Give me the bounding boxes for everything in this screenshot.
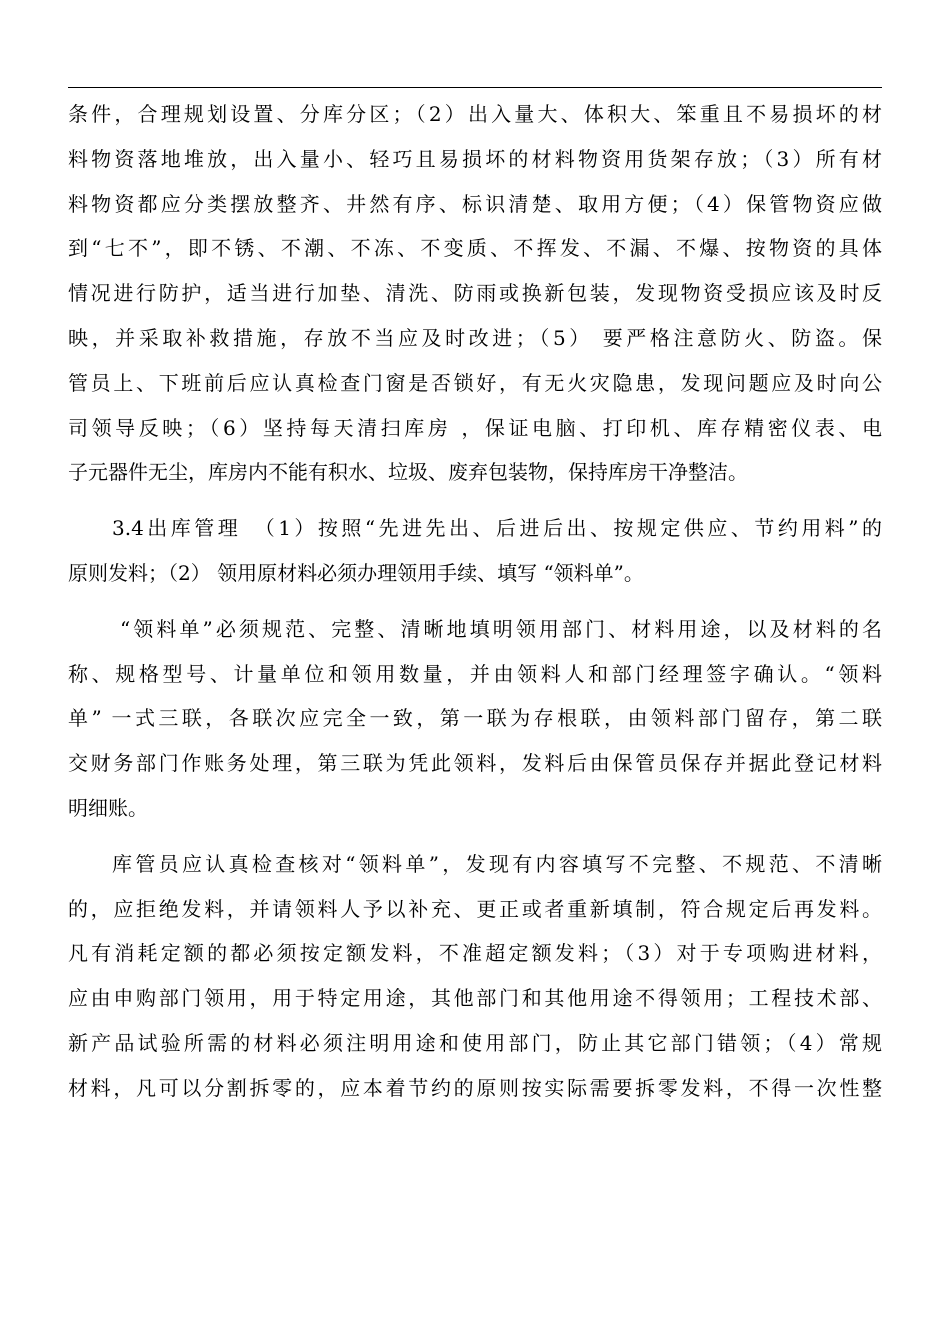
paragraph-keeper-check — [68, 842, 882, 1111]
header-rule — [68, 87, 882, 88]
text-line: 料物资都应分类摆放整齐、井然有序、标识清楚、取用方便；（4）保管物资应做 — [68, 191, 882, 216]
paragraph-requisition-form — [68, 607, 882, 831]
text-line: 凡有消耗定额的都必须按定额发料，不准超定额发料；（3）对于专项购进材料， — [68, 941, 882, 966]
text-line: 子元器件无尘，库房内不能有积水、垃圾、废弃包装物，保持库房干净整洁。 — [68, 460, 748, 485]
paragraph-storage-rules — [68, 92, 882, 495]
text-line: 新产品试验所需的材料必须注明用途和使用部门，防止其它部门错领；（4）常规 — [68, 1030, 882, 1055]
text-line: 条件，合理规划设置、分库分区；（2）出入量大、体积大、笨重且不易损坏的材 — [68, 102, 882, 126]
text-line: “领料单”必须规范、完整、清晰地填明领用部门、材料用途，以及材料的名 — [120, 616, 882, 641]
text-line: 料物资落地堆放，出入量小、轻巧且易损坏的材料物资用货架存放；（3）所有材 — [68, 146, 882, 171]
text-line: 原则发料；（2） 领用原材料必须办理领用手续、填写 “领料单”。 — [68, 560, 644, 585]
text-line: 交财务部门作账务处理，第三联为凭此领料，发料后由保管员保存并据此登记材料 — [68, 751, 882, 776]
text-line: 情况进行防护，适当进行加垫、清洗、防雨或换新包装，发现物资受损应该及时反 — [68, 281, 882, 306]
text-line: 映，并采取补救措施，存放不当应及时改进；（5） 要严格注意防火、防盗。保 — [68, 325, 882, 350]
body-text — [68, 92, 882, 1111]
text-line: 管员上、下班前后应认真检查门窗是否锁好，有无火灾隐患，发现问题应及时向公 — [68, 370, 882, 395]
text-line: 明细账。 — [68, 795, 148, 820]
text-line: 库管员应认真检查核对“领料单”，发现有内容填写不完整、不规范、不清晰 — [112, 851, 882, 876]
text-line: 到“七不”，即不锈、不潮、不冻、不变质、不挥发、不漏、不爆、按物资的具体 — [68, 236, 882, 261]
text-line: 应由申购部门领用，用于特定用途，其他部门和其他用途不得领用；工程技术部、 — [68, 986, 882, 1011]
text-line: 材料，凡可以分割拆零的，应本着节约的原则按实际需要拆零发料，不得一次性整 — [68, 1075, 882, 1100]
text-line: 单” 一式三联，各联次应完全一致，第一联为存根联，由领料部门留存，第二联 — [68, 706, 882, 731]
text-line: 称、规格型号、计量单位和领用数量，并由领料人和部门经理签字确认。“领料 — [68, 661, 882, 686]
text-line: 司领导反映；（6）坚持每天清扫库房 ，保证电脑、打印机、库存精密仪表、电 — [68, 415, 882, 440]
text-line: 3.4出库管理 （1）按照“先进先出、后进后出、按规定供应、节约用料”的 — [112, 516, 882, 541]
paragraph-outbound-management — [68, 506, 882, 596]
text-line: 的，应拒绝发料，并请领料人予以补充、更正或者重新填制，符合规定后再发料。 — [68, 896, 882, 921]
